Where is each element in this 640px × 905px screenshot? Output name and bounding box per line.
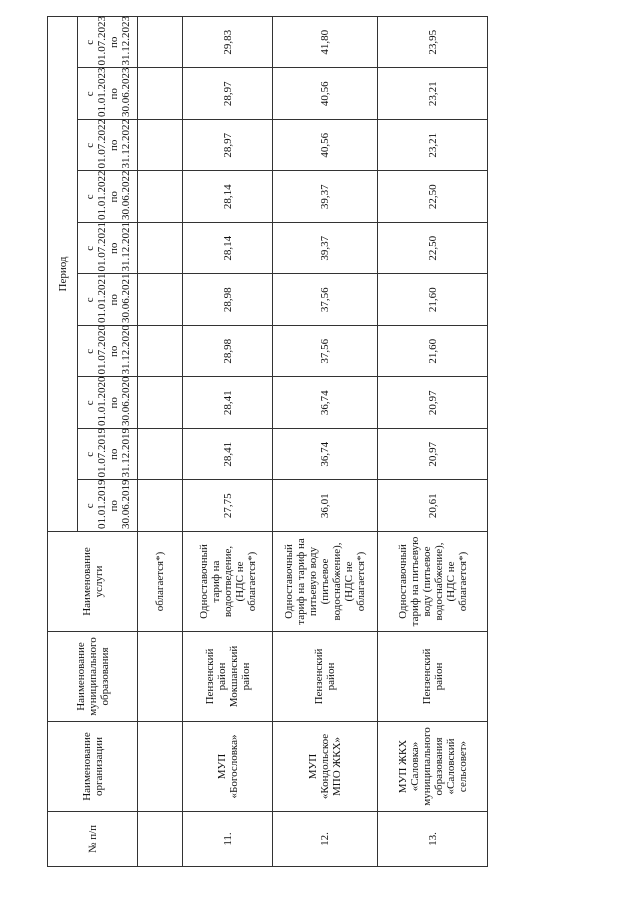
tariff-cell: 20,97 xyxy=(378,429,488,481)
period-header: с 01.01.2021 по 30.06.2021 xyxy=(78,274,138,326)
row-org: МУП «Богословка» xyxy=(183,722,273,812)
tariff-cell: 20,61 xyxy=(378,480,488,532)
tariff-cell: 37,56 xyxy=(273,326,378,378)
tariff-cell xyxy=(138,17,183,69)
tariff-cell: 27,75 xyxy=(183,480,273,532)
tariff-cell: 39,37 xyxy=(273,171,378,223)
tariff-cell: 36,74 xyxy=(273,377,378,429)
period-header: с 01.07.2020 по 31.12.2020 xyxy=(78,326,138,378)
period-header: с 01.01.2020 по 30.06.2020 xyxy=(78,377,138,429)
row-mun xyxy=(138,632,183,722)
tariff-cell xyxy=(138,120,183,172)
row-num: 13. xyxy=(378,812,488,867)
row-mun: Пензенский район Мокшанский район xyxy=(183,632,273,722)
row-service: Одноставочный тариф на питьевую воду (питьевое водоснабжение), (НДС не облагается*) xyxy=(378,532,488,632)
tariff-cell: 39,37 xyxy=(273,223,378,275)
tariff-cell: 21,60 xyxy=(378,274,488,326)
row-org xyxy=(138,722,183,812)
header-service: Наименование услуги xyxy=(48,532,138,632)
tariff-cell: 28,14 xyxy=(183,171,273,223)
tariff-cell: 28,41 xyxy=(183,429,273,481)
tariff-cell: 28,98 xyxy=(183,326,273,378)
tariff-cell: 23,21 xyxy=(378,120,488,172)
tariff-cell: 23,21 xyxy=(378,68,488,120)
row-num: 11. xyxy=(183,812,273,867)
row-org: МУП «Кондольское МПО ЖКХ» xyxy=(273,722,378,812)
period-header: с 01.07.2022 по 31.12.2022 xyxy=(78,120,138,172)
tariff-cell: 20,97 xyxy=(378,377,488,429)
tariff-cell: 37,56 xyxy=(273,274,378,326)
tariff-cell: 28,41 xyxy=(183,377,273,429)
header-mun: Наименование муниципального образования xyxy=(48,632,138,722)
table-row xyxy=(183,17,273,867)
tariff-cell: 22,50 xyxy=(378,171,488,223)
tariff-cell: 28,97 xyxy=(183,68,273,120)
period-header: с 01.07.2021 по 31.12.2021 xyxy=(78,223,138,275)
tariff-cell: 29,83 xyxy=(183,17,273,69)
tariff-cell xyxy=(138,223,183,275)
row-num: 12. xyxy=(273,812,378,867)
tariff-cell: 28,98 xyxy=(183,274,273,326)
period-header: с 01.01.2023 по 30.06.2023 xyxy=(78,68,138,120)
tariff-cell: 40,56 xyxy=(273,120,378,172)
tariff-cell: 36,01 xyxy=(273,480,378,532)
tariff-cell: 28,97 xyxy=(183,120,273,172)
row-org: МУП ЖКХ «Саловка» муниципального образования «Саловский сельсовет» xyxy=(378,722,488,812)
tariff-cell xyxy=(138,68,183,120)
tariff-cell: 21,60 xyxy=(378,326,488,378)
tariff-cell xyxy=(138,274,183,326)
period-header: с 01.01.2022 по 30.06.2022 xyxy=(78,171,138,223)
tariff-cell xyxy=(138,171,183,223)
row-service: Одноставочный тариф на водоотведение, (НДС не облагается*) xyxy=(183,532,273,632)
table-row xyxy=(378,17,488,867)
header-num: № п/п xyxy=(48,812,138,867)
period-header: с 01.01.2019 по 30.06.2019 xyxy=(78,480,138,532)
row-service: Одноставочный тариф на тариф на питьевую воду (питьевое водоснабжение), (НДС не облагается*) xyxy=(273,532,378,632)
row-num xyxy=(138,812,183,867)
tariff-cell: 23,95 xyxy=(378,17,488,69)
tariff-table xyxy=(47,16,488,867)
tariff-cell xyxy=(138,377,183,429)
tariff-cell: 41,80 xyxy=(273,17,378,69)
header-period: Период xyxy=(48,17,78,532)
period-header: с 01.07.2023 по 31.12.2023 xyxy=(78,17,138,69)
header-org: Наименование организации xyxy=(48,722,138,812)
tariff-cell xyxy=(138,480,183,532)
tariff-cell: 28,14 xyxy=(183,223,273,275)
tariff-cell: 22,50 xyxy=(378,223,488,275)
tariff-cell: 36,74 xyxy=(273,429,378,481)
tariff-cell: 40,56 xyxy=(273,68,378,120)
row-mun: Пензенский район xyxy=(378,632,488,722)
table-row xyxy=(138,17,183,867)
period-header: с 01.07.2019 по 31.12.2019 xyxy=(78,429,138,481)
table-row xyxy=(273,17,378,867)
row-service: облагается*) xyxy=(138,532,183,632)
tariff-cell xyxy=(138,429,183,481)
tariff-cell xyxy=(138,326,183,378)
rotated-tariff-table xyxy=(47,17,487,867)
row-mun: Пензенский район xyxy=(273,632,378,722)
